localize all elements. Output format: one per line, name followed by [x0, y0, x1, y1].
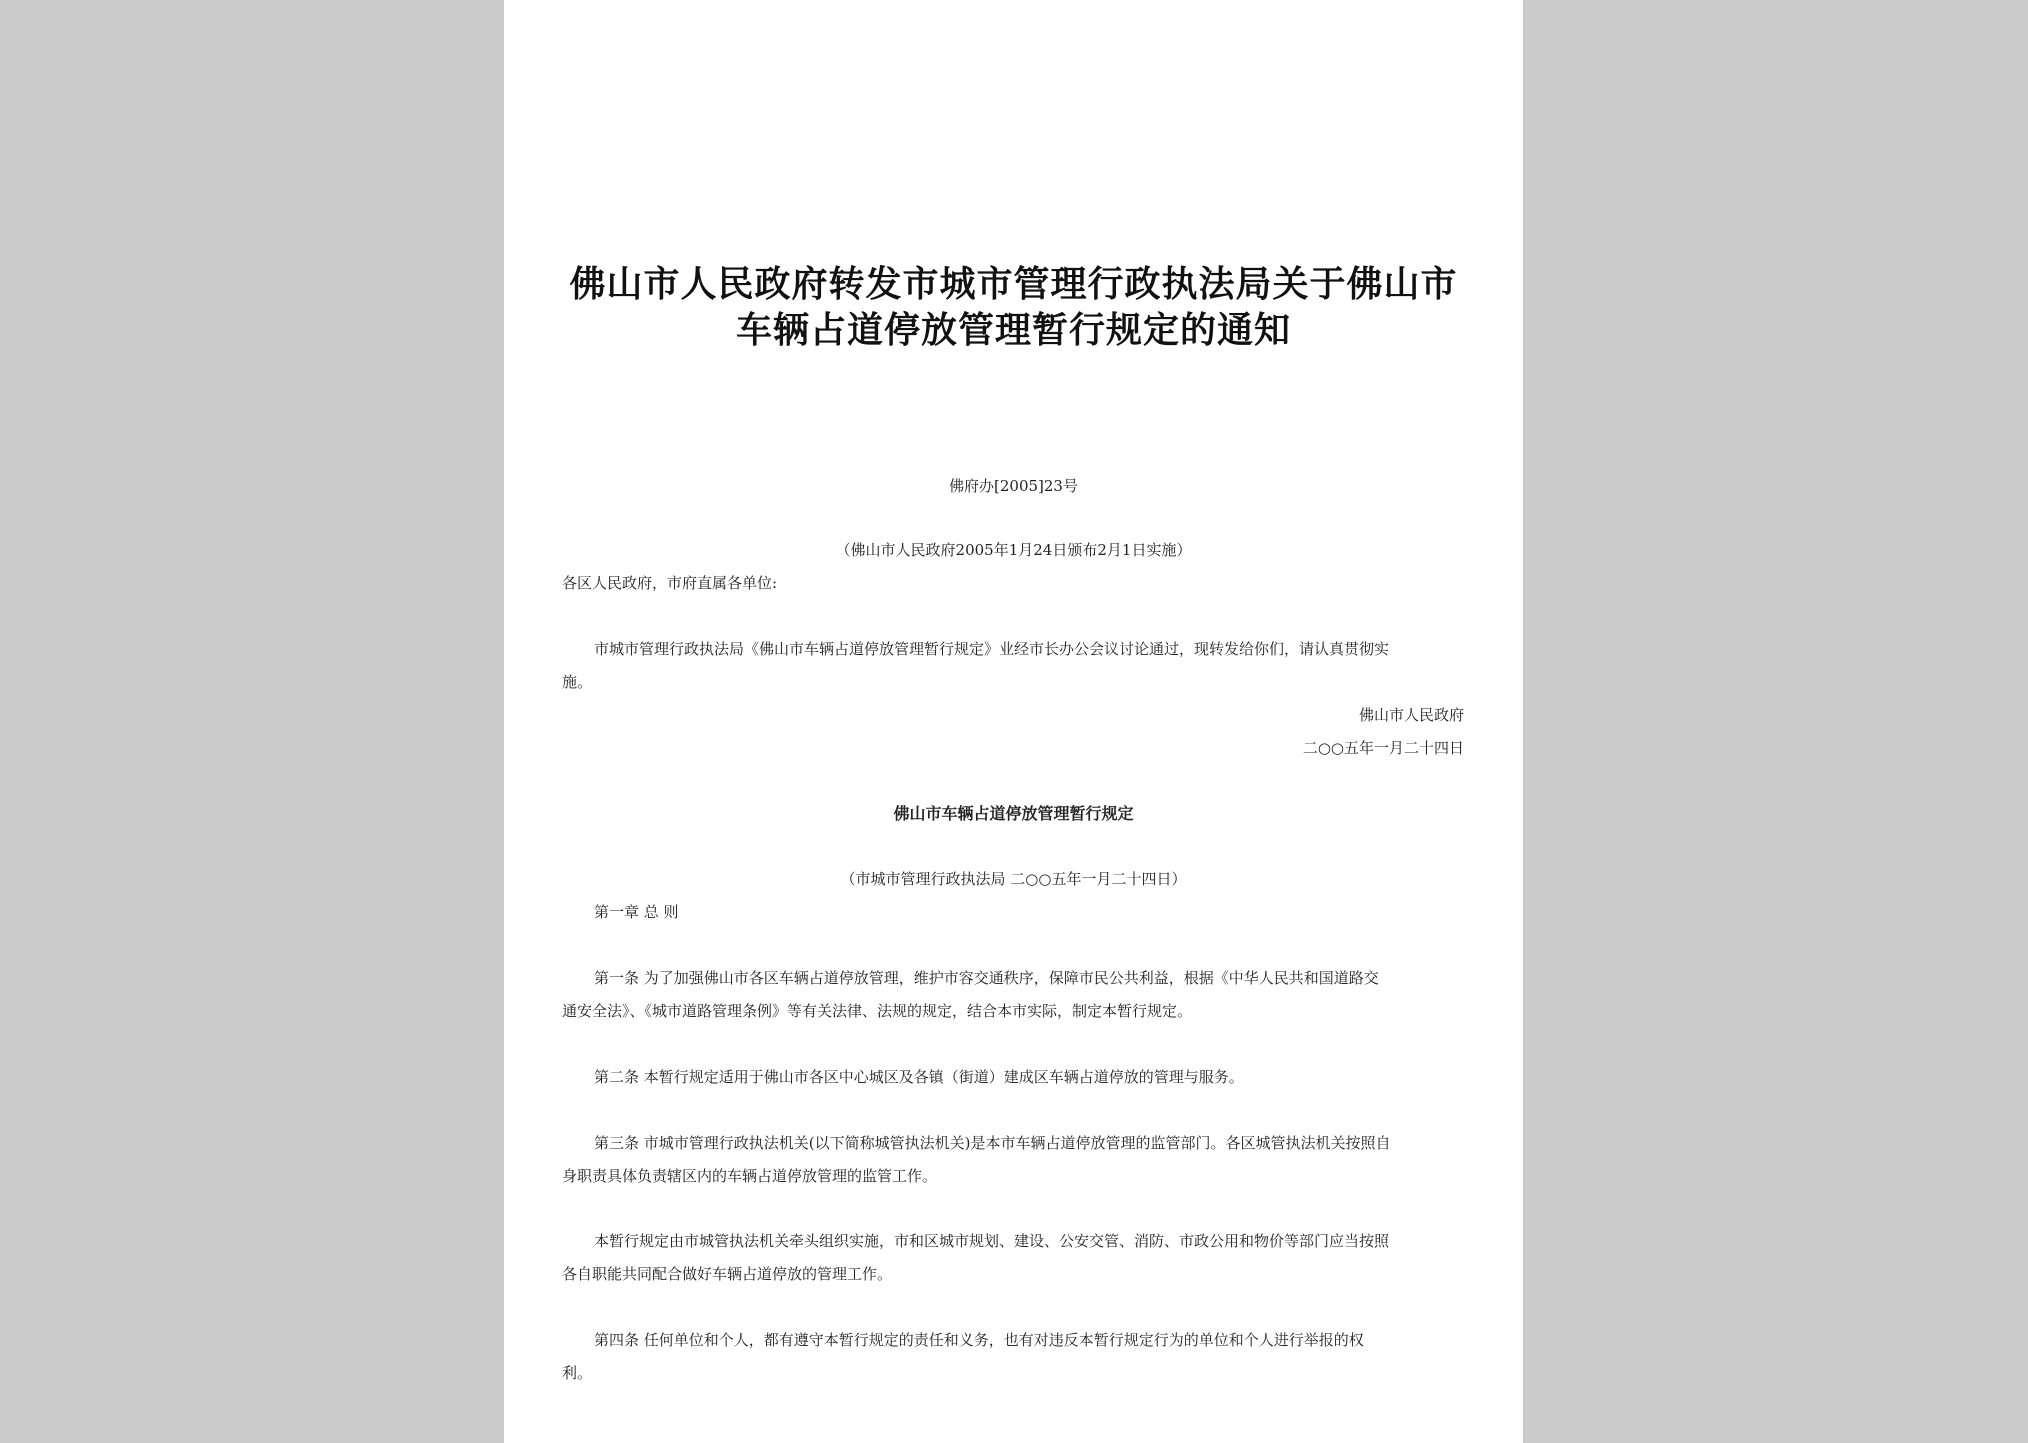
signature-organization: 佛山市人民政府: [1358, 706, 1464, 724]
regulation-title: 佛山市车辆占道停放管理暂行规定: [893, 804, 1134, 823]
signature-date: 二○○五年一月二十四日: [1302, 739, 1464, 757]
article-3-line-1: 第三条 市城市管理行政执法机关(以下简称城管执法机关)是本市车辆占道停放管理的监管部门。各区城管执法机关按照自: [594, 1134, 1391, 1152]
article-2-line-1: 第二条 本暂行规定适用于佛山市各区中心城区及各镇（街道）建成区车辆占道停放的管理与服务。: [594, 1068, 1244, 1086]
article-3b-line-1: 本暂行规定由市城管执法机关牵头组织实施，市和区城市规划、建设、公安交管、消防、市政公用和物价等部门应当按照: [594, 1232, 1390, 1250]
document-number: 佛府办[2005]23号: [949, 477, 1078, 495]
article-3-line-2: 身职责具体负责辖区内的车辆占道停放管理的监管工作。: [562, 1167, 938, 1185]
document-title-line-1: 佛山市人民政府转发市城市管理行政执法局关于佛山市: [569, 264, 1458, 305]
document-title-line-2: 车辆占道停放管理暂行规定的通知: [735, 310, 1291, 351]
article-3b-line-2: 各自职能共同配合做好车辆占道停放的管理工作。: [562, 1265, 893, 1283]
regulation-source: （市城市管理行政执法局 二○○五年一月二十四日）: [840, 870, 1187, 888]
document-page: [504, 0, 1523, 1443]
article-4-line-2: 利。: [562, 1364, 593, 1382]
article-1-line-2: 通安全法》、《城市道路管理条例》等有关法律、法规的规定，结合本市实际，制定本暂行规定。: [562, 1002, 1193, 1020]
chapter-heading: 第一章 总 则: [594, 903, 679, 921]
addressee: 各区人民政府，市府直属各单位:: [562, 574, 778, 592]
article-4-line-1: 第四条 任何单位和个人，都有遵守本暂行规定的责任和义务，也有对违反本暂行规定行为的单位和个人进行举报的权: [594, 1331, 1364, 1349]
notice-paragraph-line-2: 施。: [562, 673, 593, 691]
article-1-line-1: 第一条 为了加强佛山市各区车辆占道停放管理，维护市容交通秩序，保障市民公共利益，根据《中华人民共和国道路交: [594, 969, 1379, 987]
notice-paragraph-line-1: 市城市管理行政执法局《佛山市车辆占道停放管理暂行规定》业经市长办公会议讨论通过，现转发给你们，请认真贯彻实: [594, 640, 1390, 658]
promulgation-note: （佛山市人民政府2005年1月24日颁布2月1日实施）: [835, 541, 1192, 559]
